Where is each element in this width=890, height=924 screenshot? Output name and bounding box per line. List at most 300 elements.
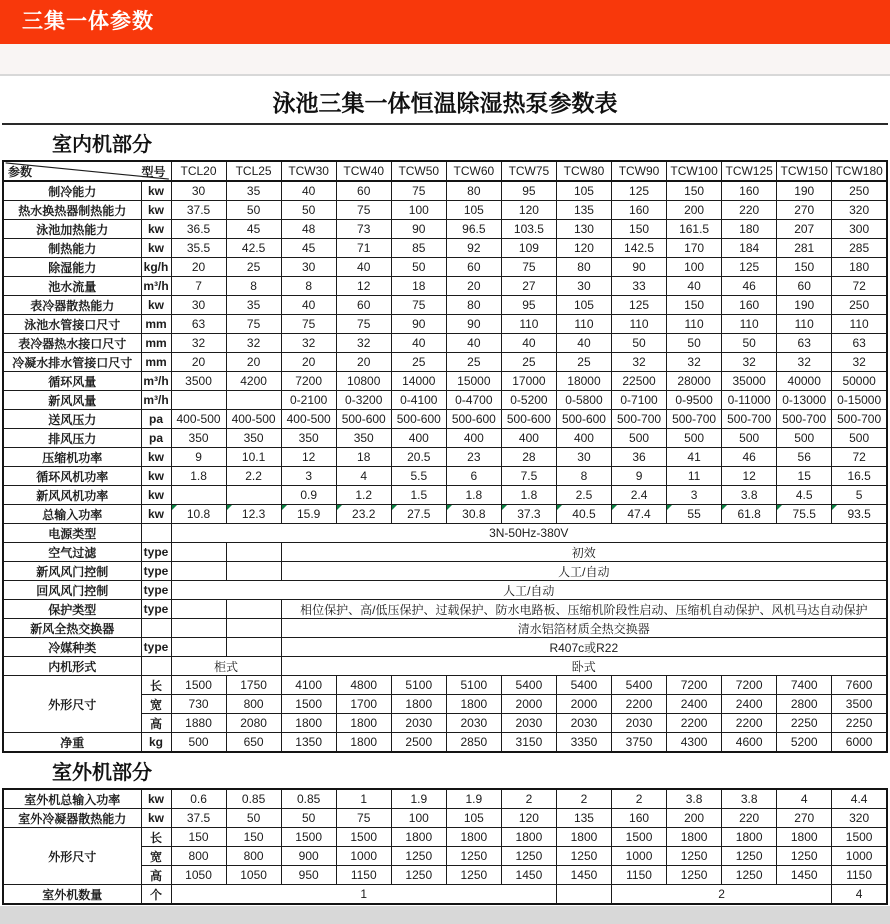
model-header-cell: TCL25	[226, 161, 281, 181]
value-cell	[226, 562, 281, 581]
value-cell: 75.5	[777, 505, 832, 524]
value-cell: 18	[391, 277, 446, 296]
table-row	[3, 809, 887, 828]
value-cell: 4300	[667, 733, 722, 753]
value-cell: 500-600	[556, 410, 611, 429]
value-cell: 1.5	[391, 486, 446, 505]
table-row	[3, 181, 887, 201]
value-cell: 45	[226, 220, 281, 239]
table-row	[3, 600, 887, 619]
value-cell: 1250	[777, 847, 832, 866]
value-cell: 1250	[391, 866, 446, 885]
value-cell: 0-13000	[777, 391, 832, 410]
model-header-cell: TCW125	[722, 161, 777, 181]
value-cell: 5.5	[391, 467, 446, 486]
value-cell: 10.1	[226, 448, 281, 467]
green-corner-indicator-icon	[447, 505, 452, 510]
value-cell: 0-5800	[556, 391, 611, 410]
row-label: 总输入功率	[3, 505, 141, 524]
value-cell: 0-11000	[722, 391, 777, 410]
value-cell: 4600	[722, 733, 777, 753]
value-cell: 0.6	[171, 789, 226, 809]
value-cell: 40	[501, 334, 556, 353]
row-unit: kw	[141, 239, 171, 258]
value-cell: 4	[336, 467, 391, 486]
row-unit: 长	[141, 676, 171, 695]
value-cell: 5200	[777, 733, 832, 753]
value-cell: 50	[226, 201, 281, 220]
value-cell: 20.5	[391, 448, 446, 467]
value-cell: 80	[446, 181, 501, 201]
value-cell: 0-5200	[501, 391, 556, 410]
value-cell: 40000	[777, 372, 832, 391]
value-cell: 500-700	[612, 410, 667, 429]
table-row	[3, 239, 887, 258]
value-cell: 1250	[667, 847, 722, 866]
value-cell: 110	[832, 315, 887, 334]
outdoor-table	[2, 788, 888, 905]
value-cell: 75	[336, 315, 391, 334]
row-unit: pa	[141, 429, 171, 448]
value-cell: 2030	[556, 714, 611, 733]
table-row	[3, 391, 887, 410]
row-unit: mm	[141, 334, 171, 353]
value-cell: 500	[171, 733, 226, 753]
value-cell: 50	[281, 809, 336, 828]
value-cell: 32	[777, 353, 832, 372]
value-cell: 1800	[336, 733, 391, 753]
value-cell: 30	[556, 277, 611, 296]
row-unit: 宽	[141, 695, 171, 714]
value-cell: 170	[667, 239, 722, 258]
value-cell: 0.85	[226, 789, 281, 809]
row-unit: kw	[141, 448, 171, 467]
value-cell: 72	[832, 448, 887, 467]
value-cell: 2030	[501, 714, 556, 733]
value-cell: 2.5	[556, 486, 611, 505]
table-row	[3, 448, 887, 467]
value-cell: 1250	[501, 847, 556, 866]
value-cell: 40	[336, 258, 391, 277]
value-cell: 12	[336, 277, 391, 296]
value-cell: 2000	[556, 695, 611, 714]
value-cell: 12	[281, 448, 336, 467]
value-cell: 1000	[336, 847, 391, 866]
row-unit: m³/h	[141, 372, 171, 391]
row-label: 室外机数量	[3, 885, 141, 905]
value-cell: 60	[336, 181, 391, 201]
value-cell: 3.8	[667, 789, 722, 809]
value-cell: 1250	[391, 847, 446, 866]
model-header-cell: TCW75	[501, 161, 556, 181]
value-cell: 1500	[281, 828, 336, 847]
row-unit: 高	[141, 866, 171, 885]
value-cell: 17000	[501, 372, 556, 391]
value-cell	[171, 562, 226, 581]
value-cell: 人工/自动	[281, 562, 887, 581]
row-unit: type	[141, 638, 171, 657]
value-cell: 40	[281, 296, 336, 315]
value-cell	[171, 543, 226, 562]
value-cell: 22500	[612, 372, 667, 391]
value-cell: 105	[446, 809, 501, 828]
value-cell: 220	[722, 201, 777, 220]
value-cell: 75	[226, 315, 281, 334]
value-cell	[556, 885, 611, 905]
value-cell: 500	[722, 429, 777, 448]
value-cell: 320	[832, 809, 887, 828]
value-cell: 1800	[391, 695, 446, 714]
value-cell: 3350	[556, 733, 611, 753]
table-row	[3, 543, 887, 562]
table-row	[3, 429, 887, 448]
value-cell: 1250	[667, 866, 722, 885]
value-cell: 1.8	[446, 486, 501, 505]
value-cell: 人工/自动	[171, 581, 887, 600]
value-cell: 18000	[556, 372, 611, 391]
bottom-strip	[0, 906, 890, 924]
row-label: 室外机总输入功率	[3, 789, 141, 809]
table-row	[3, 258, 887, 277]
row-label: 新风风机功率	[3, 486, 141, 505]
value-cell: 400-500	[281, 410, 336, 429]
value-cell: 75	[391, 296, 446, 315]
value-cell: 5100	[446, 676, 501, 695]
value-cell: 1800	[501, 828, 556, 847]
value-cell: 125	[612, 296, 667, 315]
value-cell: 30	[171, 181, 226, 201]
value-cell: 200	[667, 201, 722, 220]
value-cell: 32	[832, 353, 887, 372]
value-cell: 4	[777, 789, 832, 809]
row-label: 泳池水管接口尺寸	[3, 315, 141, 334]
value-cell: 800	[171, 847, 226, 866]
table-row	[3, 486, 887, 505]
model-header-cell: TCW100	[667, 161, 722, 181]
value-cell: 285	[832, 239, 887, 258]
row-label: 制冷能力	[3, 181, 141, 201]
model-header-cell: TCW150	[777, 161, 832, 181]
value-cell: 45	[281, 239, 336, 258]
value-cell: 6	[446, 467, 501, 486]
value-cell: 2	[556, 789, 611, 809]
row-label: 制热能力	[3, 239, 141, 258]
outdoor-section	[2, 756, 888, 785]
value-cell: 相位保护、高/低压保护、过载保护、防水电路板、压缩机阶段性启动、压缩机自动保护、风机马达自动保护	[281, 600, 887, 619]
value-cell: 72	[832, 277, 887, 296]
value-cell: 4	[832, 885, 887, 905]
row-unit: kw	[141, 296, 171, 315]
model-header-cell: TCW60	[446, 161, 501, 181]
value-cell: 142.5	[612, 239, 667, 258]
row-label: 压缩机功率	[3, 448, 141, 467]
value-cell: 1750	[226, 676, 281, 695]
value-cell: 100	[391, 809, 446, 828]
sub-banner-band	[0, 44, 890, 76]
model-header-cell: TCL20	[171, 161, 226, 181]
value-cell: 40	[667, 277, 722, 296]
value-cell: 1150	[336, 866, 391, 885]
row-unit: 宽	[141, 847, 171, 866]
value-cell: 37.5	[171, 201, 226, 220]
value-cell: 63	[832, 334, 887, 353]
row-label: 热水换热器制热能力	[3, 201, 141, 220]
value-cell: 250	[832, 296, 887, 315]
value-cell: 0-9500	[667, 391, 722, 410]
value-cell: 1700	[336, 695, 391, 714]
green-corner-indicator-icon	[172, 505, 177, 510]
value-cell: 50	[667, 334, 722, 353]
value-cell: 1050	[171, 866, 226, 885]
value-cell: 1.2	[336, 486, 391, 505]
row-unit: mm	[141, 353, 171, 372]
green-corner-indicator-icon	[392, 505, 397, 510]
row-label: 外形尺寸	[3, 828, 141, 885]
value-cell	[171, 391, 226, 410]
value-cell: 95	[501, 296, 556, 315]
value-cell: 7600	[832, 676, 887, 695]
value-cell: 3150	[501, 733, 556, 753]
value-cell: 2400	[667, 695, 722, 714]
value-cell: 500-600	[446, 410, 501, 429]
value-cell: 2	[612, 885, 832, 905]
value-cell: 500	[777, 429, 832, 448]
value-cell: 1450	[501, 866, 556, 885]
value-cell: 109	[501, 239, 556, 258]
value-cell: 15000	[446, 372, 501, 391]
value-cell: 33	[612, 277, 667, 296]
value-cell: 20	[446, 277, 501, 296]
value-cell	[171, 600, 226, 619]
value-cell: 500-600	[336, 410, 391, 429]
row-unit: kw	[141, 809, 171, 828]
value-cell: 35000	[722, 372, 777, 391]
value-cell: 1800	[336, 714, 391, 733]
value-cell: 1500	[336, 828, 391, 847]
value-cell: 2.2	[226, 467, 281, 486]
value-cell: 400	[391, 429, 446, 448]
row-unit: kg	[141, 733, 171, 753]
value-cell: 160	[612, 809, 667, 828]
value-cell: 950	[281, 866, 336, 885]
value-cell: 2200	[722, 714, 777, 733]
value-cell: 32	[612, 353, 667, 372]
row-label: 泳池加热能力	[3, 220, 141, 239]
table-row	[3, 524, 887, 543]
value-cell	[226, 600, 281, 619]
value-cell: 18	[336, 448, 391, 467]
value-cell: 7200	[667, 676, 722, 695]
value-cell: 300	[832, 220, 887, 239]
table-row	[3, 505, 887, 524]
value-cell: 161.5	[667, 220, 722, 239]
value-cell: 1.9	[446, 789, 501, 809]
value-cell: 30	[171, 296, 226, 315]
corner-header-cell	[3, 161, 171, 181]
value-cell: 2400	[722, 695, 777, 714]
value-cell: 110	[612, 315, 667, 334]
value-cell: 90	[612, 258, 667, 277]
row-label: 回风风门控制	[3, 581, 141, 600]
value-cell: 10800	[336, 372, 391, 391]
value-cell: 1800	[777, 828, 832, 847]
row-unit: type	[141, 543, 171, 562]
value-cell: 2800	[777, 695, 832, 714]
value-cell: 190	[777, 296, 832, 315]
value-cell: 4.4	[832, 789, 887, 809]
table-row	[3, 467, 887, 486]
value-cell	[226, 619, 281, 638]
value-cell: 150	[667, 296, 722, 315]
indoor-table	[2, 160, 888, 753]
value-cell: 47.4	[612, 505, 667, 524]
value-cell: 800	[226, 847, 281, 866]
table-row	[3, 562, 887, 581]
model-header-cell: TCW30	[281, 161, 336, 181]
value-cell: 200	[667, 809, 722, 828]
value-cell: R407c或R22	[281, 638, 887, 657]
value-cell: 1880	[171, 714, 226, 733]
value-cell: 4800	[336, 676, 391, 695]
value-cell: 75	[336, 809, 391, 828]
table-row	[3, 581, 887, 600]
value-cell: 1800	[446, 828, 501, 847]
value-cell: 0-4700	[446, 391, 501, 410]
value-cell: 105	[556, 296, 611, 315]
value-cell: 1500	[171, 676, 226, 695]
value-cell: 110	[556, 315, 611, 334]
value-cell	[171, 619, 226, 638]
model-header-cell: TCW80	[556, 161, 611, 181]
value-cell: 56	[777, 448, 832, 467]
value-cell	[171, 486, 226, 505]
value-cell: 500	[667, 429, 722, 448]
value-cell: 1800	[446, 695, 501, 714]
value-cell: 110	[667, 315, 722, 334]
value-cell: 1050	[226, 866, 281, 885]
value-cell: 105	[556, 181, 611, 201]
value-cell: 7400	[777, 676, 832, 695]
value-cell: 7200	[722, 676, 777, 695]
value-cell: 60	[336, 296, 391, 315]
value-cell: 36.5	[171, 220, 226, 239]
value-cell: 5400	[501, 676, 556, 695]
value-cell: 50	[722, 334, 777, 353]
value-cell: 1000	[832, 847, 887, 866]
row-unit	[141, 524, 171, 543]
value-cell: 25	[391, 353, 446, 372]
value-cell: 93.5	[832, 505, 887, 524]
value-cell: 2200	[612, 695, 667, 714]
value-cell: 2.4	[612, 486, 667, 505]
value-cell: 3	[667, 486, 722, 505]
value-cell: 12	[722, 467, 777, 486]
green-corner-indicator-icon	[502, 505, 507, 510]
value-cell: 800	[226, 695, 281, 714]
table-row	[3, 638, 887, 657]
value-cell: 190	[777, 181, 832, 201]
value-cell: 2030	[612, 714, 667, 733]
value-cell: 清水铝箔材质全热交换器	[281, 619, 887, 638]
value-cell: 1250	[722, 847, 777, 866]
value-cell: 5400	[556, 676, 611, 695]
green-corner-indicator-icon	[337, 505, 342, 510]
row-unit: kw	[141, 201, 171, 220]
row-unit: 长	[141, 828, 171, 847]
value-cell: 75	[281, 315, 336, 334]
green-corner-indicator-icon	[227, 505, 232, 510]
page-title: 泳池三集一体恒温除湿热泵参数表	[272, 90, 618, 116]
value-cell: 160	[722, 181, 777, 201]
value-cell: 5	[832, 486, 887, 505]
outdoor-section-title: 室外机部分	[52, 762, 152, 784]
value-cell: 25	[556, 353, 611, 372]
value-cell: 1450	[556, 866, 611, 885]
value-cell: 75	[501, 258, 556, 277]
row-unit: type	[141, 600, 171, 619]
value-cell: 500-700	[777, 410, 832, 429]
value-cell: 120	[501, 809, 556, 828]
value-cell: 184	[722, 239, 777, 258]
row-label: 新风全热交换器	[3, 619, 141, 638]
value-cell: 初效	[281, 543, 887, 562]
value-cell: 0-3200	[336, 391, 391, 410]
value-cell: 500-700	[832, 410, 887, 429]
model-header-row	[3, 161, 887, 181]
row-label: 送风压力	[3, 410, 141, 429]
value-cell: 1800	[556, 828, 611, 847]
value-cell: 1450	[777, 866, 832, 885]
value-cell: 207	[777, 220, 832, 239]
value-cell: 2250	[832, 714, 887, 733]
table-row	[3, 296, 887, 315]
value-cell: 110	[777, 315, 832, 334]
green-corner-indicator-icon	[612, 505, 617, 510]
row-label: 表冷器散热能力	[3, 296, 141, 315]
green-corner-indicator-icon	[282, 505, 287, 510]
value-cell: 135	[556, 809, 611, 828]
value-cell: 27.5	[391, 505, 446, 524]
green-corner-indicator-icon	[777, 505, 782, 510]
value-cell: 1800	[667, 828, 722, 847]
value-cell	[226, 486, 281, 505]
value-cell: 2000	[501, 695, 556, 714]
value-cell: 50000	[832, 372, 887, 391]
value-cell: 110	[722, 315, 777, 334]
value-cell	[226, 638, 281, 657]
value-cell: 8	[226, 277, 281, 296]
value-cell: 30.8	[446, 505, 501, 524]
value-cell: 73	[336, 220, 391, 239]
row-label: 冷媒种类	[3, 638, 141, 657]
value-cell: 1250	[446, 866, 501, 885]
table-row	[3, 220, 887, 239]
value-cell: 1250	[722, 866, 777, 885]
value-cell: 320	[832, 201, 887, 220]
value-cell: 120	[556, 239, 611, 258]
value-cell: 7	[171, 277, 226, 296]
value-cell: 350	[171, 429, 226, 448]
value-cell: 46	[722, 277, 777, 296]
value-cell: 4200	[226, 372, 281, 391]
value-cell: 85	[391, 239, 446, 258]
value-cell: 28	[501, 448, 556, 467]
value-cell: 103.5	[501, 220, 556, 239]
value-cell: 2	[612, 789, 667, 809]
row-label: 新风风量	[3, 391, 141, 410]
table-row	[3, 353, 887, 372]
row-label: 表冷器热水接口尺寸	[3, 334, 141, 353]
